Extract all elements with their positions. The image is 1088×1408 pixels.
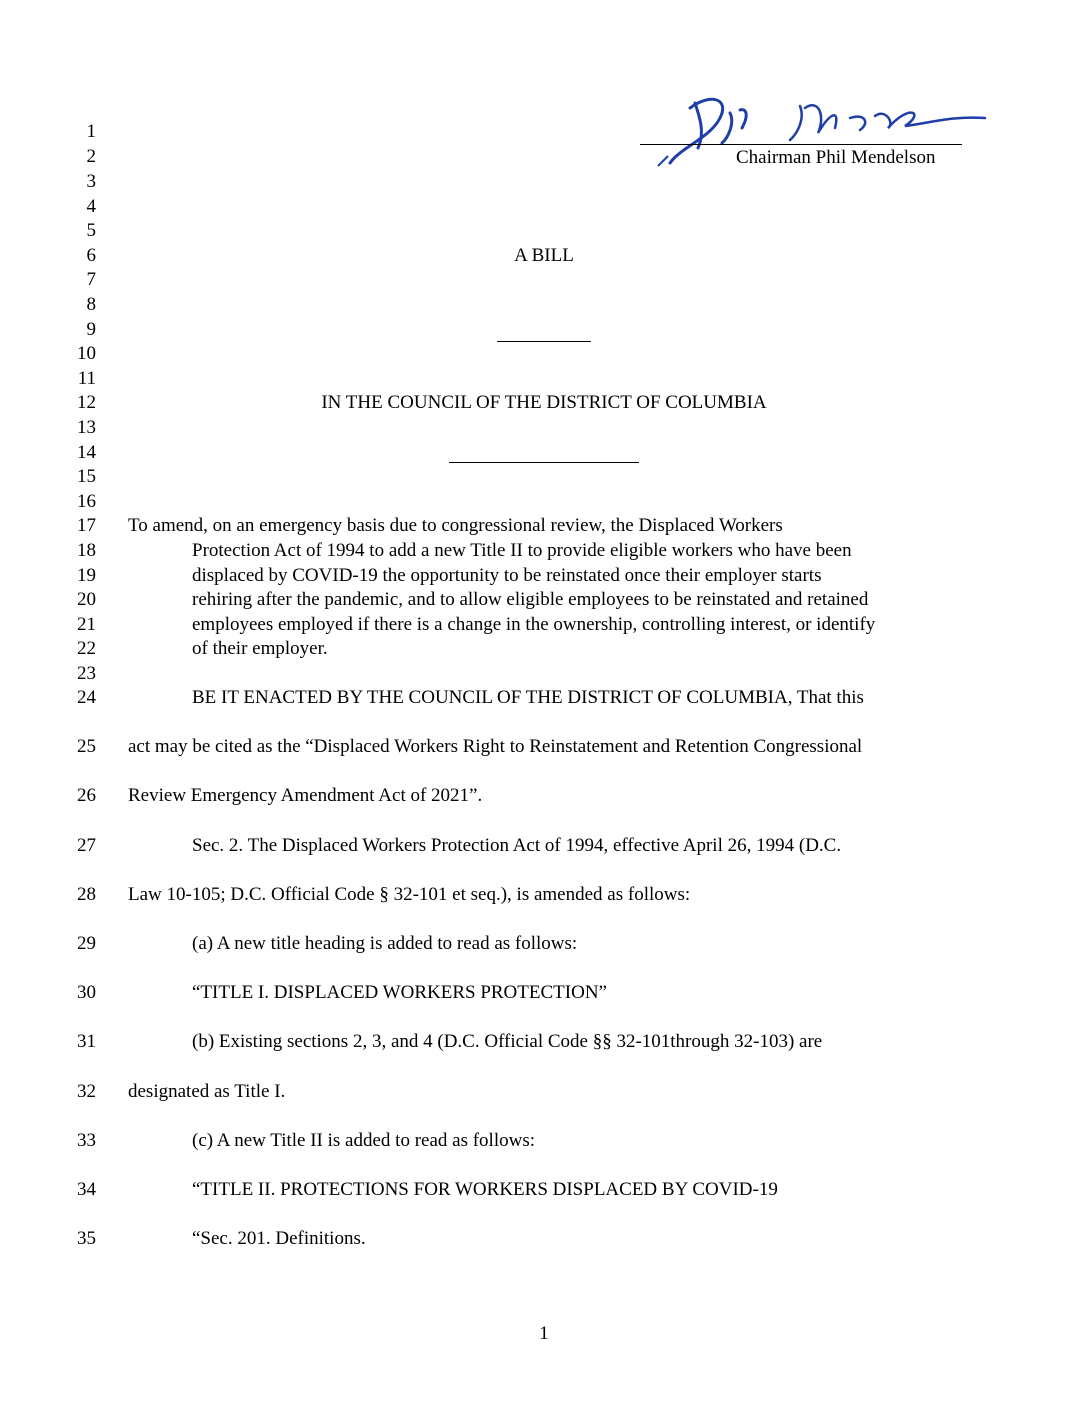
bill-number-blank [497,341,591,342]
line-number: 34 [77,1179,96,1200]
line-number: 2 [86,146,96,167]
signer-title: Chairman Phil Mendelson [736,147,936,168]
line-number: 28 [77,884,96,905]
body-line: (c) A new Title II is added to read as follows: [192,1130,536,1151]
body-line: BE IT ENACTED BY THE COUNCIL OF THE DISTRICT OF COLUMBIA, That this [192,687,864,708]
council-heading: IN THE COUNCIL OF THE DISTRICT OF COLUMBIA [321,392,767,413]
preamble-line: Protection Act of 1994 to add a new Title II to provide eligible workers who have been [192,540,852,561]
line-number: 29 [77,933,96,954]
body-line: Review Emergency Amendment Act of 2021”. [128,785,483,806]
body-line: act may be cited as the “Displaced Workers Right to Reinstatement and Retention Congressional [128,736,863,757]
line-number: 32 [77,1081,96,1102]
body-line: “Sec. 201. Definitions. [192,1228,366,1249]
signature-line [640,144,962,145]
line-number: 21 [77,614,96,635]
preamble-line: of their employer. [192,638,328,659]
line-number: 15 [77,466,96,487]
body-line: designated as Title I. [128,1081,286,1102]
line-number: 8 [86,294,96,315]
line-number: 10 [77,343,96,364]
line-number: 13 [77,417,96,438]
page-number: 1 [539,1323,549,1344]
preamble-line: rehiring after the pandemic, and to allow eligible employees to be reinstated and retained [192,589,869,610]
line-number: 22 [77,638,96,659]
line-number: 12 [77,392,96,413]
line-number: 1 [86,121,96,142]
line-number: 24 [77,687,96,708]
preamble-line: displaced by COVID-19 the opportunity to be reinstated once their employer starts [192,565,822,586]
body-line: (b) Existing sections 2, 3, and 4 (D.C. Official Code §§ 32-101through 32-103) are [192,1031,823,1052]
body-line: Sec. 2. The Displaced Workers Protection Act of 1994, effective April 26, 1994 (D.C. [192,835,842,856]
line-number: 7 [86,269,96,290]
body-line: “TITLE II. PROTECTIONS FOR WORKERS DISPLACED BY COVID-19 [192,1179,778,1200]
line-number: 6 [86,245,96,266]
line-number: 16 [77,491,96,512]
line-number: 11 [77,368,96,389]
line-number: 5 [86,220,96,241]
line-number: 26 [77,785,96,806]
line-number: 27 [77,835,96,856]
line-number: 19 [77,565,96,586]
line-number: 30 [77,982,96,1003]
body-line: Law 10-105; D.C. Official Code § 32-101 et seq.), is amended as follows: [128,884,691,905]
line-number: 35 [77,1228,96,1249]
line-number: 18 [77,540,96,561]
line-number: 31 [77,1031,96,1052]
line-number: 33 [77,1130,96,1151]
council-blank [449,462,639,463]
line-number: 17 [77,515,96,536]
line-number: 20 [77,589,96,610]
body-line: (a) A new title heading is added to read as follows: [192,933,578,954]
line-number: 4 [86,196,96,217]
line-number: 25 [77,736,96,757]
line-number: 14 [77,442,96,463]
body-line: “TITLE I. DISPLACED WORKERS PROTECTION” [192,982,607,1003]
preamble-line: employees employed if there is a change in the ownership, controlling interest, or identify [192,614,876,635]
preamble-line: To amend, on an emergency basis due to congressional review, the Displaced Workers [128,515,783,536]
line-number: 3 [86,171,96,192]
line-number: 9 [86,319,96,340]
bill-heading: A BILL [514,245,574,266]
line-number: 23 [77,663,96,684]
